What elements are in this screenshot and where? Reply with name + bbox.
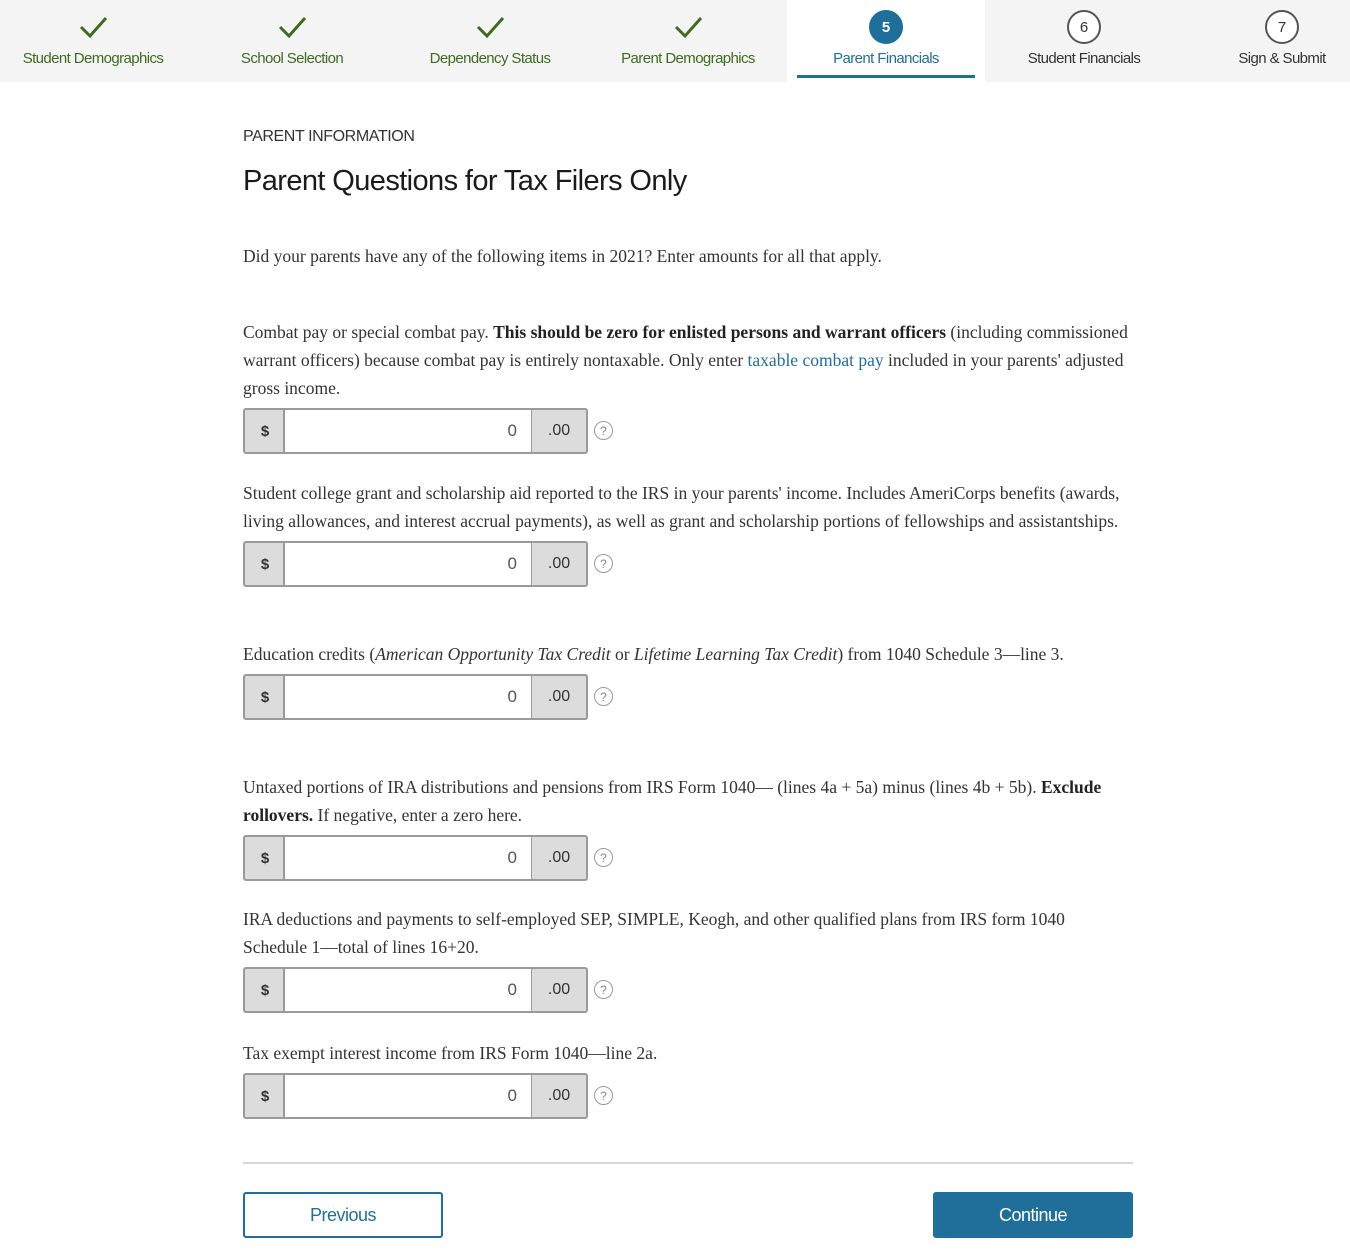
dollar-prefix: $ [243,541,285,587]
question-untaxed-ira-pensions [243,773,1133,881]
cents-suffix: .00 [532,408,588,454]
step-number-badge: 6 [1067,10,1101,44]
page-title: Parent Questions for Tax Filers Only [243,165,687,197]
currency-input-group [243,541,643,587]
help-icon[interactable]: ? [594,421,613,440]
cents-suffix: .00 [532,835,588,881]
step-number-badge: 5 [869,10,903,44]
step-label: School Selection [240,50,344,67]
step-label: Dependency Status [429,50,551,67]
question-text: IRA deductions and payments to self-employed SEP, SIMPLE, Keogh, and other qualified plans from IRS form 1040 Schedule 1—total of lines 16+20. [243,909,1065,957]
combat-pay-input[interactable] [283,408,533,454]
question-ira-deductions [243,905,1133,1013]
cents-suffix: .00 [532,1073,588,1119]
help-icon[interactable]: ? [594,848,613,867]
ira-deductions-input[interactable] [283,967,533,1013]
question-text: Education credits (American Opportunity Tax Credit or Lifetime Learning Tax Credit) from 1040 Schedule 3—line 3. [243,644,1064,664]
currency-input-group [243,967,643,1013]
step-label: Parent Demographics [621,50,755,67]
help-icon[interactable]: ? [594,1086,613,1105]
step-label: Sign & Submit [1238,50,1326,67]
education-credits-input[interactable] [283,674,533,720]
checkmark-icon [74,8,112,46]
dollar-prefix: $ [243,835,285,881]
currency-input-group [243,835,643,881]
currency-input-group [243,408,643,454]
step-sign-submit[interactable] [1183,0,1350,82]
step-parent-financials[interactable] [787,0,985,82]
previous-button[interactable]: Previous [243,1192,443,1238]
help-icon[interactable]: ? [594,554,613,573]
section-eyebrow: PARENT INFORMATION [243,128,415,145]
cents-suffix: .00 [532,674,588,720]
active-step-underline [797,75,975,78]
question-text: Student college grant and scholarship aid reported to the IRS in your parents' income. Includes AmeriCorps benefits (awards, living allowances, and interest accrual payments), as well as grant and scholarship portions of fellowships and assistantships. [243,483,1120,531]
question-combat-pay [243,318,1133,454]
cents-suffix: .00 [532,967,588,1013]
step-dependency-status[interactable] [391,0,589,82]
form-content [243,128,1133,1105]
question-grant-scholarship-aid [243,479,1133,587]
progress-stepper [0,0,1350,82]
question-text: Untaxed portions of IRA distributions and pensions from IRS Form 1040— (lines 4a + 5a) minus (lines 4b + 5b). Exclude rollovers. If negative, enter a zero here. [243,777,1102,825]
footer-divider [243,1162,1133,1164]
step-label: Student Financials [1027,50,1141,67]
untaxed-ira-pensions-input[interactable] [283,835,533,881]
question-text: Tax exempt interest income from IRS Form 1040—line 2a. [243,1043,658,1063]
intro-text: Did your parents have any of the following items in 2021? Enter amounts for all that apply. [243,246,882,266]
step-parent-demographics[interactable] [589,0,787,82]
checkmark-icon [273,8,311,46]
checkmark-icon [669,8,707,46]
question-text: Combat pay or special combat pay. This should be zero for enlisted persons and warrant officers (including commissioned warrant officers) because combat pay is entirely nontaxable. Only enter taxable combat pay included in your parents' adjusted gross income. [243,322,1128,398]
dollar-prefix: $ [243,408,285,454]
dollar-prefix: $ [243,674,285,720]
continue-button[interactable]: Continue [933,1192,1133,1238]
tax-exempt-interest-input[interactable] [283,1073,533,1119]
step-label: Student Demographics [22,50,164,67]
question-education-credits [243,640,1133,720]
step-number-badge: 7 [1265,10,1299,44]
dollar-prefix: $ [243,967,285,1013]
step-student-demographics[interactable] [0,0,192,82]
help-icon[interactable]: ? [594,687,613,706]
grant-scholarship-aid-input[interactable] [283,541,533,587]
step-school-selection[interactable] [193,0,391,82]
checkmark-icon [471,8,509,46]
question-tax-exempt-interest [243,1039,1133,1119]
currency-input-group [243,1073,643,1119]
dollar-prefix: $ [243,1073,285,1119]
step-student-financials[interactable] [985,0,1183,82]
help-icon[interactable]: ? [594,980,613,999]
cents-suffix: .00 [532,541,588,587]
taxable-combat-pay-link[interactable]: taxable combat pay [747,350,884,370]
currency-input-group [243,674,643,720]
step-label: Parent Financials [833,50,939,67]
